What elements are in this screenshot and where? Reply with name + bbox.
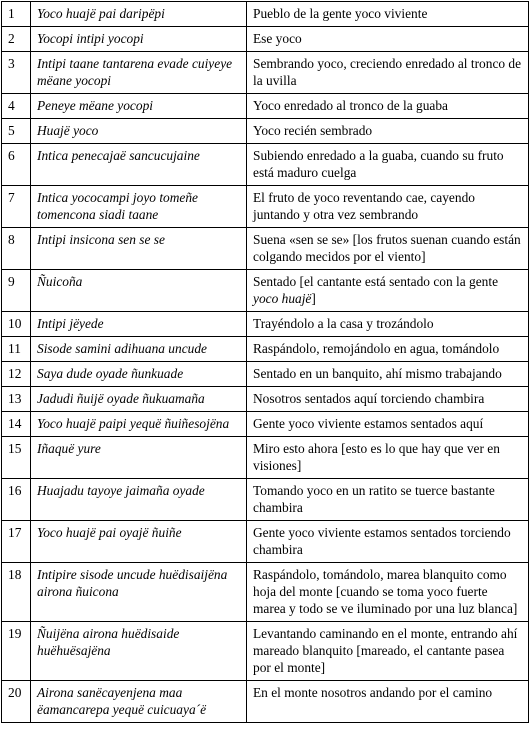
song-table (1, 1, 529, 723)
table-row (2, 228, 529, 270)
table-row (2, 2, 529, 27)
original-text: Yoco huajë pai daripëpi (31, 2, 247, 27)
original-text: Sisode samini adihuana uncude (31, 337, 247, 362)
translation-text: Gente yoco viviente estamos sentados aquí (247, 412, 529, 437)
line-number: 19 (2, 622, 31, 681)
translation-text: Miro esto ahora [esto es lo que hay que ver en visiones] (247, 437, 529, 479)
table-row (2, 681, 529, 723)
line-number: 20 (2, 681, 31, 723)
translation-text-italic: yoco huajë (253, 291, 312, 306)
table-row (2, 119, 529, 144)
line-number: 8 (2, 228, 31, 270)
line-number: 5 (2, 119, 31, 144)
song-table-body (2, 2, 529, 723)
line-number: 18 (2, 563, 31, 622)
translation-text: Sembrando yoco, creciendo enredado al tronco de la uvilla (247, 52, 529, 94)
translation-text: Levantando caminando en el monte, entrando ahí mareado blanquito [mareado, el cantante pasea por el monte] (247, 622, 529, 681)
original-text: Yocopi intipi yocopi (31, 27, 247, 52)
original-text: Airona sanëcayenjena maa ëamancarepa yequë cuicuaya´ë (31, 681, 247, 723)
original-text: Yoco huajë pai oyajë ñuiñe (31, 521, 247, 563)
table-row (2, 312, 529, 337)
translation-text: Pueblo de la gente yoco viviente (247, 2, 529, 27)
original-text: Ñuicoña (31, 270, 247, 312)
line-number: 6 (2, 144, 31, 186)
line-number: 16 (2, 479, 31, 521)
translation-text: Ese yoco (247, 27, 529, 52)
translation-text: Trayéndolo a la casa y trozándolo (247, 312, 529, 337)
table-row (2, 521, 529, 563)
table-row (2, 270, 529, 312)
table-row (2, 27, 529, 52)
table-row (2, 52, 529, 94)
translation-text: Tomando yoco en un ratito se tuerce bastante chambira (247, 479, 529, 521)
original-text: Yoco huajë paipi yequë ñuiñesojëna (31, 412, 247, 437)
line-number: 14 (2, 412, 31, 437)
original-text: Jadudi ñuijë oyade ñukuamaña (31, 387, 247, 412)
original-text: Saya dude oyade ñunkuade (31, 362, 247, 387)
translation-text: Yoco recién sembrado (247, 119, 529, 144)
original-text: Intipi taane tantarena evade cuiyeye mëane yocopi (31, 52, 247, 94)
line-number: 15 (2, 437, 31, 479)
line-number: 3 (2, 52, 31, 94)
table-row (2, 94, 529, 119)
translation-text: Sentado en un banquito, ahí mismo trabajando (247, 362, 529, 387)
table-row (2, 144, 529, 186)
line-number: 4 (2, 94, 31, 119)
translation-text-start: Sentado [el cantante está sentado con la gente (253, 274, 499, 289)
line-number: 1 (2, 2, 31, 27)
line-number: 7 (2, 186, 31, 228)
line-number: 9 (2, 270, 31, 312)
translation-text: En el monte nosotros andando por el camino (247, 681, 529, 723)
translation-text: Raspándolo, remojándolo en agua, tomándolo (247, 337, 529, 362)
translation-text: El fruto de yoco reventando cae, cayendo juntando y otra vez sembrando (247, 186, 529, 228)
line-number: 17 (2, 521, 31, 563)
table-row (2, 186, 529, 228)
original-text: Iñaquë yure (31, 437, 247, 479)
original-text: Huajadu tayoye jaimaña oyade (31, 479, 247, 521)
table-row (2, 387, 529, 412)
table-row (2, 362, 529, 387)
line-number: 12 (2, 362, 31, 387)
translation-text-end: ] (311, 291, 316, 306)
line-number: 11 (2, 337, 31, 362)
table-row (2, 437, 529, 479)
translation-text (247, 270, 529, 312)
table-row (2, 563, 529, 622)
line-number: 13 (2, 387, 31, 412)
translation-text: Nosotros sentados aquí torciendo chambira (247, 387, 529, 412)
table-row (2, 622, 529, 681)
translation-text: Subiendo enredado a la guaba, cuando su fruto está maduro cuelga (247, 144, 529, 186)
original-text: Intipi insicona sen se se (31, 228, 247, 270)
original-text: Ñuijëna airona huëdisaide huëhuësajëna (31, 622, 247, 681)
table-row (2, 479, 529, 521)
original-text: Intica penecajaë sancucujaine (31, 144, 247, 186)
original-text: Intica yococampi joyo tomeñe tomencona siadi taane (31, 186, 247, 228)
table-row (2, 412, 529, 437)
line-number: 10 (2, 312, 31, 337)
original-text: Peneye mëane yocopi (31, 94, 247, 119)
translation-text: Suena «sen se se» [los frutos suenan cuando están colgando mecidos por el viento] (247, 228, 529, 270)
original-text: Huajë yoco (31, 119, 247, 144)
table-row (2, 337, 529, 362)
original-text: Intipi jëyede (31, 312, 247, 337)
line-number: 2 (2, 27, 31, 52)
original-text: Intipire sisode uncude huëdisaijëna airona ñuicona (31, 563, 247, 622)
translation-text: Raspándolo, tomándolo, marea blanquito como hoja del monte [cuando se toma yoco fuerte marea y todo se ve iluminado por una luz blanca] (247, 563, 529, 622)
translation-text: Gente yoco viviente estamos sentados torciendo chambira (247, 521, 529, 563)
translation-text: Yoco enredado al tronco de la guaba (247, 94, 529, 119)
